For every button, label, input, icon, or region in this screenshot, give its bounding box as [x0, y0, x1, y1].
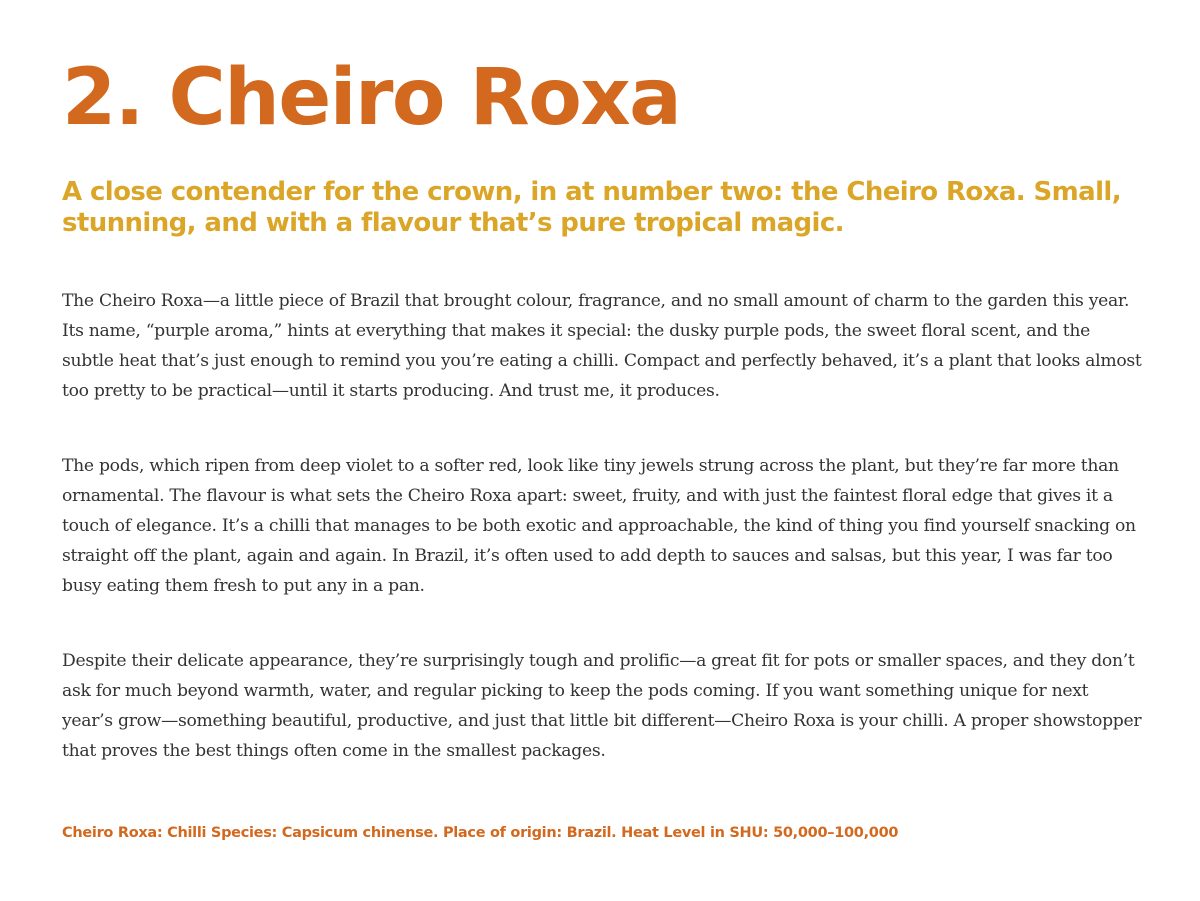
article-title: 2. Cheiro Roxa — [62, 53, 681, 143]
body-paragraph-3: Despite their delicate appearance, they’re surprisingly tough and prolific—a great fit for pots or smaller spaces, and they don’t ask for much beyond warmth, water, and regular picking to keep the pods coming. If you want something unique for next year’s grow—something beautiful, productive, and just that little bit different—Cheiro Roxa is your chilli. A proper showstopper that proves the best things often come in the smallest packages. — [62, 651, 1142, 761]
body-paragraph-1: The Cheiro Roxa—a little piece of Brazil that brought colour, fragrance, and no small amount of charm to the garden this year. Its name, “purple aroma,” hints at everything that makes it special: the dusky purple pods, the sweet floral scent, and the subtle heat that’s just enough to remind you you’re eating a chilli. Compact and perfectly behaved, it’s a plant that looks almost too pretty to be practical—until it starts producing. And trust me, it produces. — [62, 291, 1142, 401]
chilli-info-line: Cheiro Roxa: Chilli Species: Capsicum chinense. Place of origin: Brazil. Heat Level in SHU: 50,000–100,000 — [62, 825, 899, 841]
body-paragraph-2: The pods, which ripen from deep violet to a softer red, look like tiny jewels strung across the plant, but they’re far more than ornamental. The flavour is what sets the Cheiro Roxa apart: sweet, fruity, and with just the faintest floral edge that gives it a touch of elegance. It’s a chilli that manages to be both exotic and approachable, the kind of thing you find yourself snacking on straight off the plant, again and again. In Brazil, it’s often used to add depth to sauces and salsas, but this year, I was far too busy eating them fresh to put any in a pan. — [62, 456, 1136, 596]
article-subtitle: A close contender for the crown, in at number two: the Cheiro Roxa. Small, stunning, and with a flavour that’s pure tropical magic. — [62, 177, 1122, 238]
